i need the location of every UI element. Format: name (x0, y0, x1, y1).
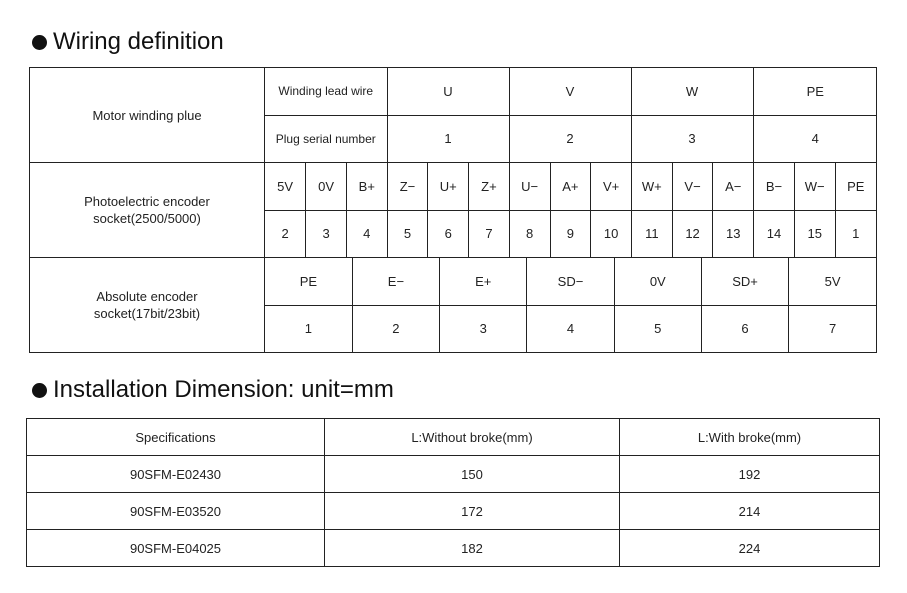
photo-pin-cell: 7 (469, 210, 510, 257)
without-brake-cell: 182 (325, 530, 620, 567)
photo-signal-cell: 5V (265, 163, 306, 210)
without-brake-cell: 172 (325, 493, 620, 530)
spec-cell: 90SFM-E03520 (27, 493, 325, 530)
plug-cell: 4 (811, 131, 819, 147)
absolute-pin-cell: 5 (614, 305, 701, 352)
photo-pin-cell: 2 (265, 210, 306, 257)
photoelectric-encoder-label (30, 163, 265, 258)
absolute-label-line1: Absolute encoder (96, 289, 198, 304)
photoelectric-encoder-cell (265, 163, 877, 258)
absolute-signal-cell: PE (265, 258, 352, 305)
wiring-table (29, 67, 877, 353)
photo-pin-cell: 3 (306, 210, 347, 257)
wiring-definition-heading (32, 28, 224, 56)
photo-signal-cell: A+ (550, 163, 591, 210)
photo-pin-cell: 13 (713, 210, 754, 257)
plug-cell: 1 (387, 115, 509, 162)
photo-label-line2: socket(2500/5000) (93, 211, 201, 226)
absolute-signal-cell: E+ (440, 258, 527, 305)
table-row (27, 530, 880, 567)
photo-pin-cell: 4 (346, 210, 387, 257)
absolute-signal-cell: 0V (614, 258, 701, 305)
absolute-encoder-cell (265, 258, 877, 353)
dimension-table (26, 418, 880, 567)
with-brake-cell: 224 (620, 530, 880, 567)
photo-signal-cell: U− (509, 163, 550, 210)
column-header: L:With broke(mm) (620, 419, 880, 456)
absolute-pin-cell: 7 (828, 321, 837, 337)
photo-pin-cell: 8 (509, 210, 550, 257)
spec-cell: 90SFM-E04025 (27, 530, 325, 567)
absolute-pin-cell: 6 (701, 305, 788, 352)
absolute-encoder-label (30, 258, 265, 353)
photo-signal-cell: A− (713, 163, 754, 210)
table-row (27, 456, 880, 493)
plug-serial-label: Plug serial number (265, 115, 387, 162)
absolute-signal-cell: SD+ (701, 258, 788, 305)
absolute-pin-cell: 2 (352, 305, 439, 352)
photo-subtable (265, 163, 876, 257)
table-row (27, 493, 880, 530)
photo-signal-cell: PE (835, 163, 876, 210)
photo-signal-cell: Z− (387, 163, 428, 210)
absolute-pin-cell: 3 (440, 305, 527, 352)
absolute-subtable (265, 258, 876, 352)
photo-signal-cell: W+ (631, 163, 672, 210)
photo-pin-cell: 15 (794, 210, 835, 257)
photo-signal-cell: B+ (346, 163, 387, 210)
lead-cell: U (387, 68, 509, 115)
photo-pin-cell: 11 (631, 210, 672, 257)
absolute-pin-cell: 4 (527, 305, 614, 352)
absolute-signal-cell: E− (352, 258, 439, 305)
winding-lead-label: Winding lead wire (265, 68, 387, 115)
table-header-row (27, 419, 880, 456)
lead-cell: PE (753, 68, 877, 115)
absolute-signal-cell: SD− (527, 258, 614, 305)
plug-cell: 3 (631, 115, 753, 162)
plug-cell: 2 (509, 115, 631, 162)
photo-signal-cell: 0V (306, 163, 347, 210)
photo-pin-cell: 6 (428, 210, 469, 257)
motor-winding-label-text: Motor winding plue (92, 107, 202, 123)
motor-winding-cell (265, 68, 877, 163)
installation-dimension-heading (32, 376, 394, 404)
photo-pin-cell: 14 (754, 210, 795, 257)
spec-cell: 90SFM-E02430 (27, 456, 325, 493)
dimension-heading-text: Installation Dimension: unit=mm (53, 376, 394, 403)
column-header: Specifications (27, 419, 325, 456)
photo-signal-cell: W− (794, 163, 835, 210)
photo-label-line1: Photoelectric encoder (84, 194, 210, 209)
photo-pin-cell: 10 (591, 210, 632, 257)
photo-signal-cell: B− (754, 163, 795, 210)
with-brake-cell: 192 (620, 456, 880, 493)
bullet-icon (32, 35, 47, 50)
lead-cell: V (509, 68, 631, 115)
absolute-pin-cell: 1 (265, 305, 352, 352)
absolute-label-line2: socket(17bit/23bit) (93, 306, 201, 321)
motor-subtable (265, 68, 877, 162)
absolute-signal-cell: 5V (789, 258, 876, 305)
photo-pin-cell: 9 (550, 210, 591, 257)
photo-signal-cell: V+ (591, 163, 632, 210)
lead-cell: W (631, 68, 753, 115)
with-brake-cell: 214 (620, 493, 880, 530)
photo-pin-cell: 1 (852, 226, 860, 242)
column-header: L:Without broke(mm) (325, 419, 620, 456)
motor-winding-label (30, 68, 265, 163)
photo-signal-cell: U+ (428, 163, 469, 210)
photo-signal-cell: Z+ (469, 163, 510, 210)
wiring-heading-text: Wiring definition (53, 28, 224, 55)
photo-signal-cell: V− (672, 163, 713, 210)
bullet-icon (32, 383, 47, 398)
photo-pin-cell: 12 (672, 210, 713, 257)
photo-pin-cell: 5 (387, 210, 428, 257)
without-brake-cell: 150 (325, 456, 620, 493)
